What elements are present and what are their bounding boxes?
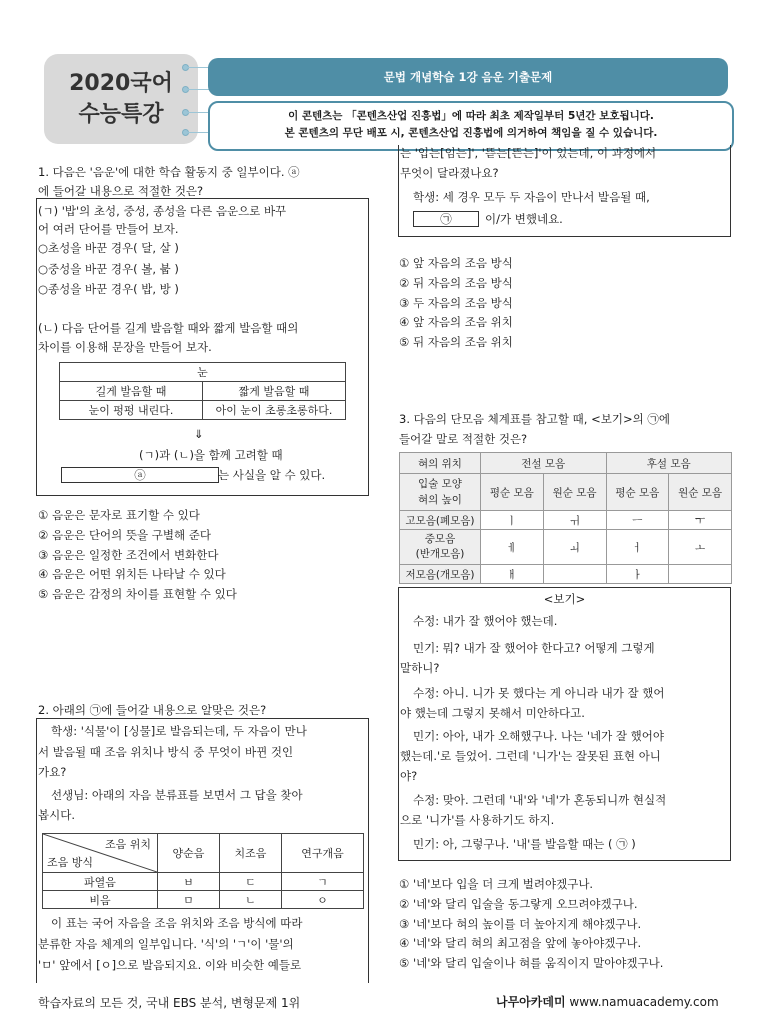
q2-student-line: 서 발음될 때 조음 위치나 방식 중 무엇이 바뀐 것인 xyxy=(38,745,294,759)
q3-dialog-line: 수정: 맞아. 그런데 '내'와 '네'가 혼동되니까 현실적 xyxy=(413,793,667,807)
q1-length-table xyxy=(59,362,346,420)
q3-dialog-line: 야? xyxy=(400,769,418,783)
q3-choice[interactable]: ② '네'와 달리 입술을 동그랗게 오므려야겠구나. xyxy=(399,897,638,911)
footer-slogan: 학습자료의 모든 것, 국내 EBS 분석, 변형문제 1위 xyxy=(38,996,301,1010)
q3-row-label: 저모음(개모음) xyxy=(400,565,481,584)
q2-student-line: 가요? xyxy=(38,765,67,779)
q3-cell: ㅚ xyxy=(543,530,606,565)
q2-col-header: 양순음 xyxy=(158,834,220,873)
q3-head-back: 후설 모음 xyxy=(606,453,732,474)
footer-brand-name: 나무아카데미 xyxy=(496,995,566,1009)
q2-teacher-line: 봅시다. xyxy=(38,808,75,822)
q3-bogi-title: <보기> xyxy=(543,592,586,606)
q2-continued-line: 는 '입는[임는]', '뜯는[뜬는]'이 있는데, 이 과정에서 xyxy=(400,146,657,160)
q1-choice[interactable]: ① 음운은 문자로 표기할 수 있다 xyxy=(38,508,200,522)
q3-cell: ㅐ xyxy=(481,565,544,584)
logo-box xyxy=(44,54,198,144)
q2-corner-bottom: 조음 방식 xyxy=(47,856,94,869)
q3-dialog-line: 민기: 아, 그렇구나. '내'를 발음할 때는 ( ㉠ ) xyxy=(413,837,636,851)
q2-cell: ㄴ xyxy=(219,891,281,909)
q1-combine-line: (ㄱ)과 (ㄴ)을 함께 고려할 때 xyxy=(139,448,283,462)
q2-row-label: 비음 xyxy=(43,891,158,909)
q3-sub-header: 원순 모음 xyxy=(543,474,606,511)
q3-choice[interactable]: ① '네'보다 입을 더 크게 벌려야겠구나. xyxy=(399,877,594,891)
q3-cell: ㅣ xyxy=(481,511,544,530)
q3-dialog-line: 민기: 아아, 내가 오해했구나. 나는 '네가 잘 했어야 xyxy=(413,729,665,743)
q2-col-header: 연구개음 xyxy=(281,834,363,873)
q1-choice[interactable]: ③ 음운은 일정한 조건에서 변화한다 xyxy=(38,548,219,562)
q1-box-line: (ㄴ) 다음 단어를 길게 발음할 때와 짧게 발음할 때의 xyxy=(38,321,299,335)
q2-choice[interactable]: ④ 앞 자음의 조음 위치 xyxy=(399,315,513,329)
q1-blank-a xyxy=(61,467,219,483)
q1-table-cell: 아이 눈이 초롱초롱하다. xyxy=(203,401,346,420)
q2-dialog-box xyxy=(36,718,369,983)
q1-box-line: 어 여러 단어를 만들어 보자. xyxy=(38,222,179,236)
q1-stem-line-2: 에 들어갈 내용으로 적절한 것은? xyxy=(38,184,204,198)
q2-continued-line: 무엇이 달라졌나요? xyxy=(400,166,499,180)
q3-dialog-line: 말하니? xyxy=(400,661,440,675)
q1-table-col-short: 짧게 발음할 때 xyxy=(203,382,346,401)
q2-student2-line: 학생: 세 경우 모두 두 자음이 만나서 발음될 때, xyxy=(413,190,650,204)
q3-cell: ㅔ xyxy=(481,530,544,565)
q1-box-line: ○초성을 바꾼 경우( 달, 살 ) xyxy=(38,241,179,255)
q3-bogi-box xyxy=(398,587,731,861)
q2-student-line: 학생: '식물'이 [싱물]로 발음되는데, 두 자음이 만나 xyxy=(51,724,307,738)
q3-stem-line-1: 3. 다음의 단모음 체계표를 참고할 때, <보기>의 ㉠에 xyxy=(399,412,670,426)
q2-choice[interactable]: ① 앞 자음의 조음 방식 xyxy=(399,256,513,270)
q3-dialog-line: 민기: 뭐? 내가 잘 했어야 한다고? 어떻게 그렇게 xyxy=(413,641,655,655)
footer-brand[interactable] xyxy=(496,993,719,1010)
q2-cell: ㅇ xyxy=(281,891,363,909)
q3-sub-header: 원순 모음 xyxy=(669,474,732,511)
q1-choice[interactable]: ② 음운은 단어의 뜻을 구별해 준다 xyxy=(38,528,212,542)
lesson-title: 문법 개념학습 1강 음운 기출문제 xyxy=(383,70,553,84)
q1-table-header: 눈 xyxy=(60,363,346,382)
q3-dialog-line: 야 했는데 그렇지 못해서 미안하다고. xyxy=(400,706,585,720)
q2-paragraph-line: 'ㅁ' 앞에서 [ㅇ]으로 발음되지요. 이와 비슷한 예들로 xyxy=(38,958,302,972)
q2-cell: ㅁ xyxy=(158,891,220,909)
q3-cell: ㅏ xyxy=(606,565,669,584)
q2-row-label: 파열음 xyxy=(43,873,158,891)
q1-box-line: (ㄱ) '밥'의 초성, 중성, 종성을 다른 음운으로 바꾸 xyxy=(38,204,287,218)
q3-dialog-line: 수정: 아니. 니가 못 했다는 게 아니라 내가 잘 했어 xyxy=(413,686,665,700)
q3-choice[interactable]: ③ '네'보다 혀의 높이를 더 높아지게 해야겠구나. xyxy=(399,917,642,931)
q3-head-lip-height xyxy=(400,474,481,511)
q3-dialog-line: 으로 '니가'를 사용하기도 하지. xyxy=(400,813,555,827)
q2-teacher-line: 선생님: 아래의 자음 분류표를 보면서 그 답을 찾아 xyxy=(51,788,303,802)
q1-blank-tail: 는 사실을 알 수 있다. xyxy=(218,468,326,482)
footer-url[interactable]: www.namuacademy.com xyxy=(569,995,719,1009)
q3-cell: ㅡ xyxy=(606,511,669,530)
q3-row-label-bottom: (반개모음) xyxy=(415,548,465,560)
q2-paragraph-line: 분류한 자음 체계의 일부입니다. '식'의 'ㄱ'이 '물'의 xyxy=(38,937,294,951)
q1-stem-line-1: 1. 다음은 '음운'에 대한 학습 활동지 중 일부이다. ⓐ xyxy=(38,165,300,179)
q3-head-lip-shape: 입술 모양 xyxy=(418,478,462,490)
q3-cell: ㅟ xyxy=(543,511,606,530)
q3-cell xyxy=(669,565,732,584)
q3-dialog-line: 했는데.'로 들었어. 그런데 '니가'는 잘못된 표현 아니 xyxy=(400,749,661,763)
q2-choice[interactable]: ③ 두 자음의 조음 방식 xyxy=(399,296,513,310)
q3-dialog-line: 수정: 내가 잘 했어야 했는데. xyxy=(413,614,558,628)
q3-row-label-top: 중모음 xyxy=(424,533,456,545)
q1-table-cell: 눈이 펑펑 내린다. xyxy=(60,401,203,420)
q3-head-tongue-height: 혀의 높이 xyxy=(418,494,462,506)
q3-cell: ㅗ xyxy=(669,530,732,565)
q3-cell: ㅓ xyxy=(606,530,669,565)
q3-cell xyxy=(543,565,606,584)
q1-box-line: 차이를 이용해 문장을 만들어 보자. xyxy=(38,340,212,354)
q2-cell: ㄱ xyxy=(281,873,363,891)
q1-box-line: ○중성을 바꾼 경우( 볼, 붑 ) xyxy=(38,262,179,276)
q3-row-label-mid xyxy=(400,530,481,565)
q1-blank-label: ⓐ xyxy=(134,468,146,482)
logo-title-course: 수능특강 xyxy=(78,102,164,127)
q2-col-header: 치조음 xyxy=(219,834,281,873)
q3-row-label: 고모음(폐모음) xyxy=(400,511,481,530)
q2-paragraph-line: 이 표는 국어 자음을 조음 위치와 조음 방식에 따라 xyxy=(51,916,303,930)
lesson-title-bar xyxy=(208,58,728,96)
q3-sub-header: 평순 모음 xyxy=(606,474,669,511)
q3-choice[interactable]: ④ '네'와 달리 혀의 최고점을 앞에 놓아야겠구나. xyxy=(399,936,642,950)
q2-cell: ㅂ xyxy=(158,873,220,891)
q1-box-line: ○종성을 바꾼 경우( 밥, 방 ) xyxy=(38,282,179,296)
notice-line-2: 본 콘텐츠의 무단 배포 시, 콘텐츠산업 진흥법에 의거하여 책임을 질 수 있습니다. xyxy=(284,127,658,139)
down-arrow-icon: ⇓ xyxy=(194,427,204,441)
q2-choice[interactable]: ② 뒤 자음의 조음 방식 xyxy=(399,276,513,290)
q2-cell: ㄷ xyxy=(219,873,281,891)
q1-activity-box xyxy=(36,198,369,496)
q3-head-front: 전설 모음 xyxy=(481,453,607,474)
q3-cell: ㅜ xyxy=(669,511,732,530)
logo-title-year: 2020국어 xyxy=(69,71,173,96)
q2-dialog-box-continued xyxy=(398,145,731,237)
q2-table-corner xyxy=(43,834,158,873)
q2-consonant-table xyxy=(42,833,364,909)
copyright-notice xyxy=(208,101,734,151)
q3-vowel-table xyxy=(399,452,732,584)
q2-blank xyxy=(413,211,479,227)
q3-stem-line-2: 들어갈 말로 적절한 것은? xyxy=(399,432,528,446)
q2-blank-label: ㉠ xyxy=(440,212,452,226)
q3-head-tongue-position: 혀의 위치 xyxy=(400,453,481,474)
q1-choice[interactable]: ④ 음운은 어떤 위치든 나타날 수 있다 xyxy=(38,567,226,581)
q2-blank-tail: 이/가 변했네요. xyxy=(485,212,563,226)
q2-corner-top: 조음 위치 xyxy=(104,838,151,851)
q2-stem: 2. 아래의 ㉠에 들어갈 내용으로 알맞은 것은? xyxy=(38,703,267,717)
q3-sub-header: 평순 모음 xyxy=(481,474,544,511)
notice-line-1: 이 콘텐츠는 「콘텐츠산업 진흥법」에 따라 최초 제작일부터 5년간 보호됩니다. xyxy=(288,110,654,122)
q2-choice[interactable]: ⑤ 뒤 자음의 조음 위치 xyxy=(399,335,513,349)
q1-choice[interactable]: ⑤ 음운은 감정의 차이를 표현할 수 있다 xyxy=(38,587,237,601)
q3-choice[interactable]: ⑤ '네'와 달리 입술이나 혀를 움직이지 말아야겠구나. xyxy=(399,956,664,970)
q1-table-col-long: 길게 발음할 때 xyxy=(60,382,203,401)
